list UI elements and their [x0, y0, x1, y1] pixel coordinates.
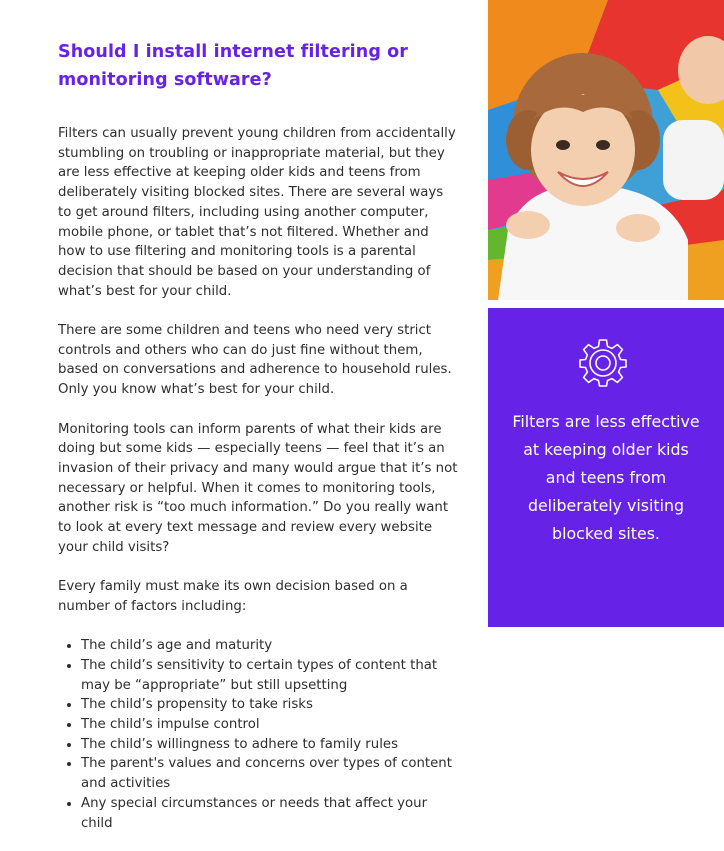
article-column: [58, 38, 460, 833]
paragraph-monitoring: Monitoring tools can inform parents of what their kids are doing but some kids — especially teens — feel that it’s an invasion of their privacy and many would argue that it’s not necessary or helpful. When it comes to monitoring tools, another risk is “too much information.” Do you really want to look at every text message and review every website your child visits?: [58, 421, 458, 555]
article-heading: Should I install internet filtering or monitoring software?: [58, 42, 409, 90]
list-item: • The parent's values and concerns over types of content and activities: [81, 754, 460, 793]
child-photo: [488, 0, 724, 300]
list-item: • The child’s impulse control: [81, 715, 460, 735]
list-item: • Any special circumstances or needs that affect your child: [81, 794, 460, 833]
gear-icon: [576, 336, 630, 390]
paragraph-filters: Filters can usually prevent young children from accidentally stumbling on troubling or inappropriate material, but they are less effective at keeping older kids and teens from deliberately visiting blocked sites. There are several ways to get around filters, including using another computer, mobile phone, or tablet that’s not filtered. Whether and how to use filtering and monitoring tools is a parental decision that should be based on your understanding of what’s best for your child.: [58, 126, 456, 299]
list-item: • The child’s willingness to adhere to family rules: [81, 735, 460, 755]
paragraph-decision: Every family must make its own decision based on a number of factors including:: [58, 579, 408, 614]
paragraph-controls: There are some children and teens who need very strict controls and others who can do just fine without them, based on conversations and adherence to household rules. Only you know what’s best for your child.: [58, 323, 452, 398]
factors-list: [58, 636, 460, 833]
callout-text: Filters are less effective at keeping older kids and teens from deliberately visiting blocked sites.: [512, 412, 700, 543]
list-item: • The child’s age and maturity: [81, 636, 460, 656]
list-item: • The child’s propensity to take risks: [81, 695, 460, 715]
callout-box: [488, 308, 724, 627]
list-item: • The child’s sensitivity to certain types of content that may be “appropriate” but still upsetting: [81, 656, 460, 695]
